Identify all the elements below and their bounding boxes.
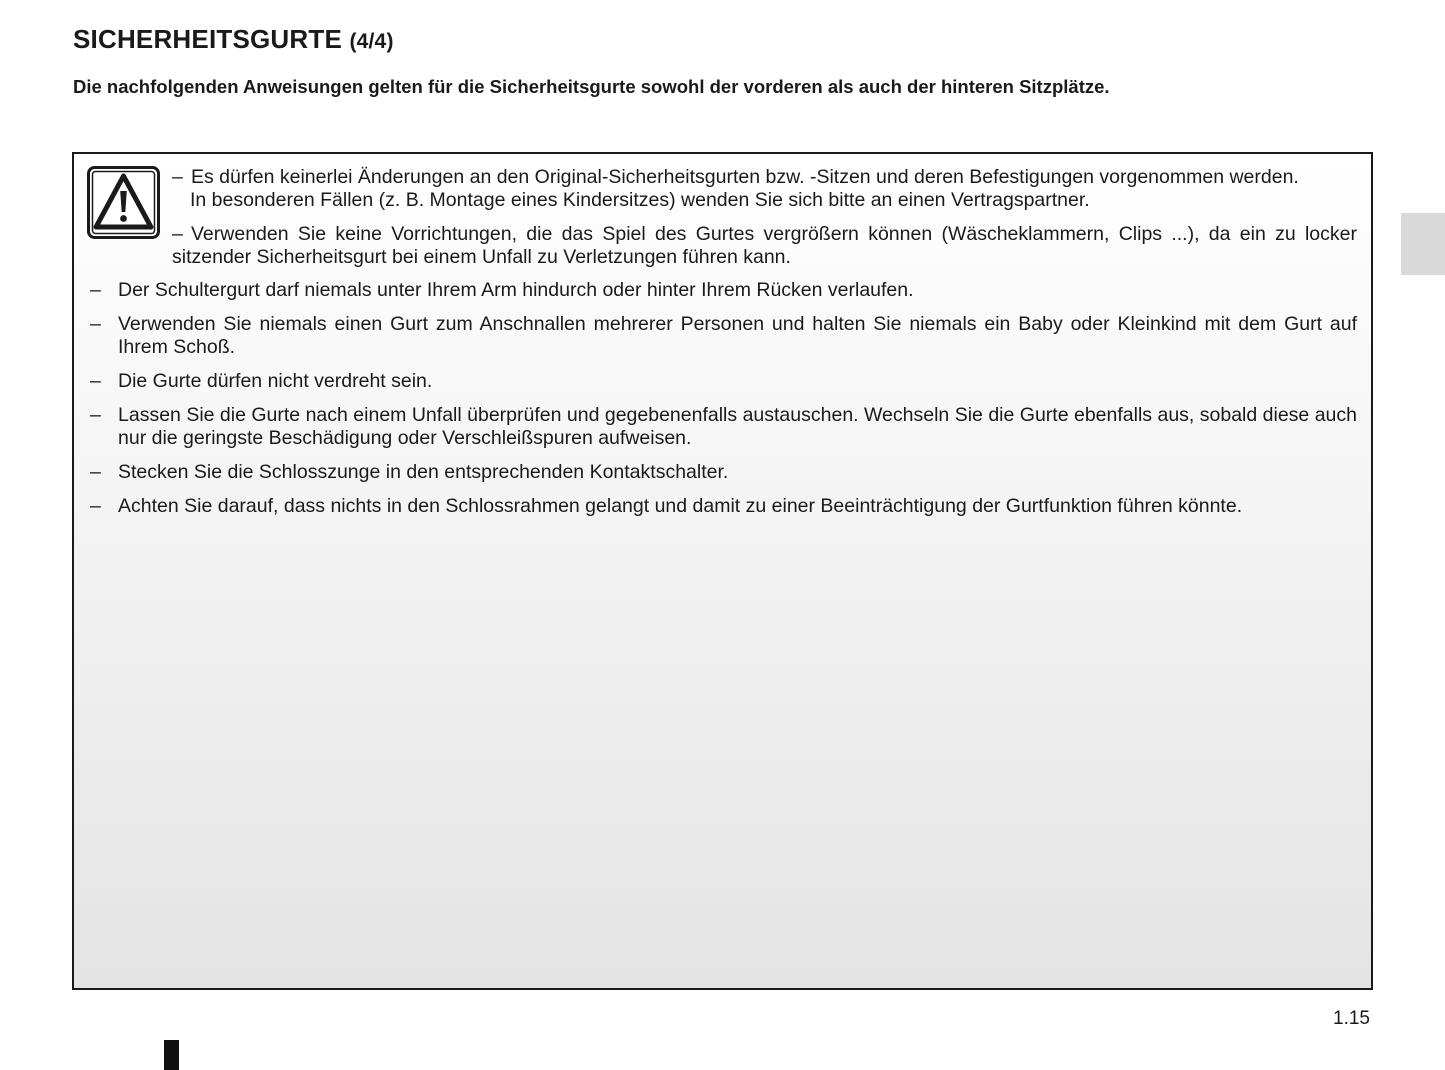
warning-top-item-text: Verwenden Sie keine Vorrichtungen, die das Spiel des Gurtes vergrößern können (Wäscheklammern, Clips ...), da ein zu locker sitzender Sicherheitsgurt bei einem Unfall zu Verletzungen führen kann.	[172, 223, 1357, 268]
warning-top-item-text: Es dürfen keinerlei Änderungen an den Original-Sicherheitsgurten bzw. -Sitzen und deren Befestigungen vorgenommen werden.	[191, 166, 1299, 188]
intro-text: Die nachfolgenden Anweisungen gelten für die Sicherheitsgurte sowohl der vorderen als auch der hinteren Sitzplätze.	[73, 76, 1110, 97]
list-item	[90, 279, 1357, 302]
chapter-tab	[1401, 213, 1445, 275]
dash: –	[90, 404, 101, 426]
warning-top-item-continuation: In besonderen Fällen (z. B. Montage eines Kindersitzes) wenden Sie sich bitte an einen Vertragspartner.	[190, 189, 1090, 211]
dash: –	[90, 495, 101, 517]
list-item	[90, 313, 1357, 359]
page-number: 1.15	[1333, 1008, 1370, 1029]
print-mark	[164, 1040, 179, 1070]
page-title	[73, 24, 394, 55]
dash: –	[90, 313, 101, 335]
list-item-text: Der Schultergurt darf niemals unter Ihrem Arm hindurch oder hinter Ihrem Rücken verlaufen.	[118, 279, 914, 301]
warning-triangle-icon	[87, 166, 160, 239]
warning-top-item	[172, 166, 1357, 212]
title-text: SICHERHEITSGURTE	[73, 24, 343, 54]
warning-top-item	[172, 223, 1357, 269]
dash: –	[90, 279, 101, 301]
list-item	[90, 495, 1357, 518]
list-item-text: Stecken Sie die Schlosszunge in den entsprechenden Kontaktschalter.	[118, 461, 729, 483]
list-item-text: Verwenden Sie niemals einen Gurt zum Anschnallen mehrerer Personen und halten Sie niemals ein Baby oder Kleinkind mit dem Gurt auf Ihrem Schoß.	[118, 313, 1357, 358]
list-item	[90, 461, 1357, 484]
dash: –	[172, 166, 183, 188]
dash: –	[172, 223, 183, 245]
warning-list	[90, 279, 1357, 529]
list-item	[90, 404, 1357, 450]
list-item-text: Achten Sie darauf, dass nichts in den Schlossrahmen gelangt und damit zu einer Beeinträchtigung der Gurtfunktion führen könnte.	[118, 495, 1243, 517]
dash: –	[90, 370, 101, 392]
warning-box	[72, 152, 1373, 990]
title-counter: (4/4)	[349, 30, 394, 53]
list-item	[90, 370, 1357, 393]
warning-top-items	[172, 166, 1357, 280]
list-item-text: Lassen Sie die Gurte nach einem Unfall überprüfen und gegebenenfalls austauschen. Wechseln Sie die Gurte ebenfalls aus, sobald diese auch nur die geringste Beschädigung oder Verschleißspuren aufweisen.	[118, 404, 1357, 449]
warning-top-item-line	[172, 166, 1357, 189]
dash: –	[90, 461, 101, 483]
list-item-text: Die Gurte dürfen nicht verdreht sein.	[118, 370, 433, 392]
